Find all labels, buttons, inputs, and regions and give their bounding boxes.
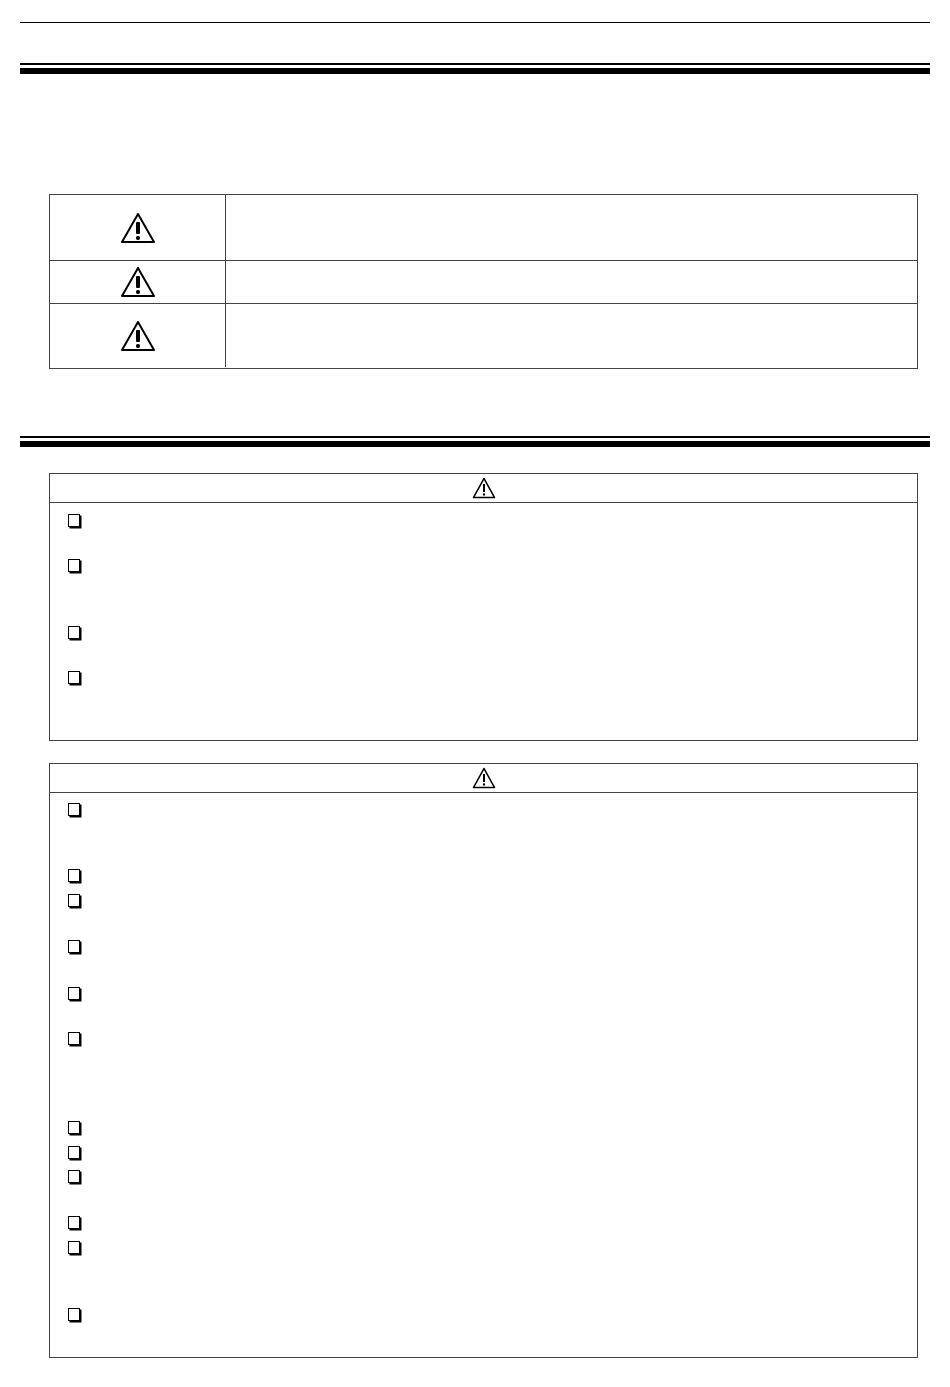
notice-header <box>50 474 917 503</box>
legend-description <box>226 261 917 303</box>
warning-notice-box <box>49 473 918 741</box>
section-divider <box>20 436 930 448</box>
section-divider <box>20 63 930 75</box>
checklist-checkbox[interactable] <box>68 1032 80 1045</box>
warning-triangle-icon <box>120 266 156 298</box>
checklist-checkbox[interactable] <box>68 1308 80 1321</box>
checklist-checkbox[interactable] <box>68 671 80 684</box>
hazard-legend-table <box>49 194 918 369</box>
checklist-checkbox[interactable] <box>68 514 80 527</box>
legend-row <box>50 195 917 260</box>
checklist-checkbox[interactable] <box>68 1146 80 1159</box>
legend-row <box>50 303 917 367</box>
top-rule <box>20 22 930 23</box>
legend-description <box>226 195 917 260</box>
warning-triangle-icon <box>120 320 156 352</box>
warning-triangle-icon <box>120 212 156 244</box>
checklist-checkbox[interactable] <box>68 559 80 572</box>
checklist-checkbox[interactable] <box>68 987 80 1000</box>
warning-triangle-icon <box>472 477 496 499</box>
checklist-checkbox[interactable] <box>68 869 80 882</box>
checklist-checkbox[interactable] <box>68 1170 80 1183</box>
checklist-checkbox[interactable] <box>68 1216 80 1229</box>
checklist-checkbox[interactable] <box>68 894 80 907</box>
checklist-checkbox[interactable] <box>68 626 80 639</box>
legend-row <box>50 260 917 303</box>
legend-description <box>226 304 917 367</box>
checklist-checkbox[interactable] <box>68 940 80 953</box>
warning-triangle-icon <box>472 767 496 789</box>
checklist-checkbox[interactable] <box>68 1121 80 1134</box>
checklist-checkbox[interactable] <box>68 803 80 816</box>
checklist-checkbox[interactable] <box>68 1241 80 1254</box>
notice-header <box>50 764 917 793</box>
warning-notice-box <box>49 763 918 1358</box>
